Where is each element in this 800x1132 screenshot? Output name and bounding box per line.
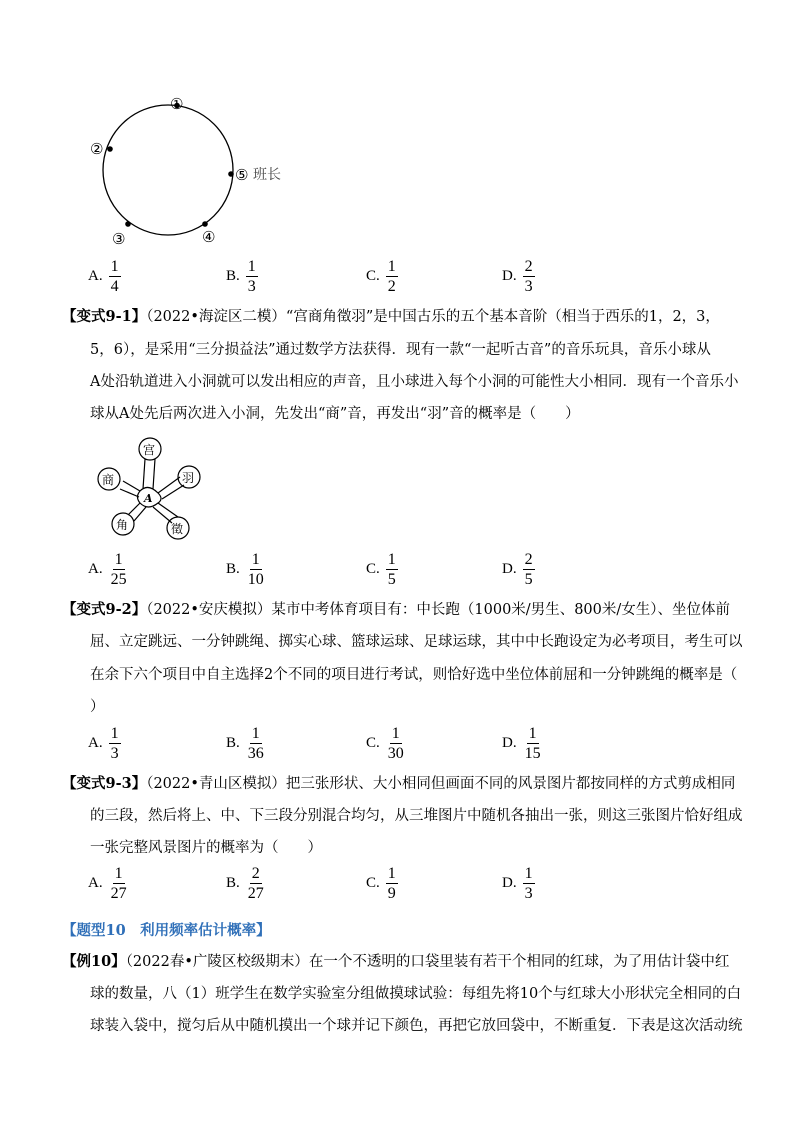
- q1-option-b[interactable]: B. $\frac{1}{3}$: [226, 258, 256, 295]
- fraction: $\frac{1}{2}$: [387, 258, 396, 295]
- v92-line-4: ）: [90, 699, 105, 715]
- fraction: $\frac{1}{3}$: [524, 865, 533, 902]
- v92-option-a[interactable]: A. $\frac{1}{3}$: [88, 725, 119, 762]
- v91-line-4: 球从A处先后两次进入小洞，先发出“商”音，再发出“羽”音的概率是（ ）: [90, 406, 580, 422]
- v93-tag: 【变式9-3】: [62, 775, 147, 792]
- v93-line-1: 【变式9-3】（2022•青山区模拟）把三张形状、大小相同但画面不同的风景图片都按同样的方式剪成相同: [62, 775, 736, 792]
- v91-option-a[interactable]: A. $\frac{1}{25}$: [88, 551, 127, 588]
- v92-option-b[interactable]: B. $\frac{1}{36}$: [226, 725, 264, 762]
- seat-label-3: ③: [112, 230, 126, 248]
- q1-option-c[interactable]: C. $\frac{1}{2}$: [366, 258, 396, 295]
- fraction: $\frac{1}{36}$: [247, 725, 264, 762]
- ex10-line-3: 球装入袋中，搅匀后从中随机摸出一个球并记下颜色，再把它放回袋中，不断重复．下表是这次活动统: [90, 1018, 743, 1034]
- hole-shang: 商: [102, 473, 115, 487]
- fraction: $\frac{1}{4}$: [110, 258, 119, 295]
- v92-option-c[interactable]: C. $\frac{1}{30}$: [366, 725, 404, 762]
- v91-option-c[interactable]: C. $\frac{1}{5}$: [366, 551, 396, 588]
- v91-line-2: 5，6），是采用“三分损益法”通过数学方法获得．现有一款“一起听古音”的音乐玩具，音乐小球从: [90, 342, 711, 358]
- fraction: $\frac{1}{30}$: [387, 725, 404, 762]
- v93-option-d[interactable]: D. $\frac{1}{3}$: [502, 865, 533, 902]
- seat-label-2: ②: [90, 140, 104, 158]
- v92-tag: 【变式9-2】: [62, 601, 147, 618]
- v91-option-d[interactable]: D. $\frac{2}{5}$: [502, 551, 533, 588]
- v93-option-a[interactable]: A. $\frac{1}{27}$: [88, 865, 127, 902]
- v92-option-d[interactable]: D. $\frac{1}{15}$: [502, 725, 541, 762]
- music-toy-figure: [90, 437, 220, 549]
- fraction: $\frac{1}{3}$: [247, 258, 256, 295]
- hole-jue: 角: [116, 518, 129, 532]
- fraction: $\frac{1}{27}$: [110, 865, 127, 902]
- hole-gong: 宫: [143, 443, 156, 457]
- hole-zhi: 徵: [171, 522, 184, 536]
- v91-line-1: 【变式9-1】（2022•海淀区二模）“宫商角徵羽”是中国古乐的五个基本音阶（相当于西乐的1，2，3，: [62, 308, 720, 325]
- monitor-label: 班长: [253, 167, 281, 183]
- v91-option-b[interactable]: B. $\frac{1}{10}$: [226, 551, 264, 588]
- ex10-tag: 【例10】: [62, 953, 126, 970]
- fraction: $\frac{2}{5}$: [524, 551, 533, 588]
- circle-seating-figure: [80, 88, 300, 248]
- fraction: $\frac{2}{27}$: [247, 865, 264, 902]
- fraction: $\frac{1}{3}$: [110, 725, 119, 762]
- q1-option-d[interactable]: D. $\frac{2}{3}$: [502, 258, 533, 295]
- v92-line-1: 【变式9-2】（2022•安庆模拟）某市中考体育项目有：中长跑（1000米/男生、800米/女生）、坐位体前: [62, 601, 731, 618]
- seat-point-3: [125, 221, 131, 227]
- v93-line-3: 一张完整风景图片的概率为（ ）: [90, 840, 322, 856]
- section-heading: 【题型10 利用频率估计概率】: [62, 922, 271, 939]
- v92-line-3: 在余下六个项目中自主选择2个不同的项目进行考试，则恰好选中坐位体前屈和一分钟跳绳的概率是（: [90, 667, 738, 683]
- seat-point-5: [228, 171, 234, 177]
- seating-circle: [103, 105, 233, 235]
- seat-label-1: ①: [170, 95, 184, 113]
- v93-option-c[interactable]: C. $\frac{1}{9}$: [366, 865, 396, 902]
- v92-line-2: 屈、立定跳远、一分钟跳绳、掷实心球、篮球运球、足球运球，其中中长跑设定为必考项目，考生可以: [90, 634, 743, 650]
- q1-option-a[interactable]: A. $\frac{1}{4}$: [88, 258, 119, 295]
- ex10-line-2: 球的数量，八（1）班学生在数学实验室分组做摸球试验：每组先将10个与红球大小形状完全相同的白: [90, 986, 742, 1002]
- ball-start-point: A: [144, 492, 153, 505]
- ex10-line-1: 【例10】（2022春•广陵区校级期末）在一个不透明的口袋里装有若干个相同的红球，为了用估计袋中红: [62, 953, 730, 970]
- fraction: $\frac{1}{10}$: [247, 551, 264, 588]
- seat-label-5: ⑤: [235, 166, 249, 184]
- fraction: $\frac{1}{5}$: [387, 551, 396, 588]
- v91-tag: 【变式9-1】: [62, 308, 147, 325]
- seat-label-4: ④: [202, 228, 216, 246]
- seat-point-2: [107, 146, 113, 152]
- fraction: $\frac{2}{3}$: [524, 258, 533, 295]
- fraction: $\frac{1}{15}$: [524, 725, 541, 762]
- fraction: $\frac{1}{25}$: [110, 551, 127, 588]
- fraction: $\frac{1}{9}$: [387, 865, 396, 902]
- v93-line-2: 的三段，然后将上、中、下三段分别混合均匀，从三堆图片中随机各抽出一张，则这三张图片恰好组成: [90, 808, 743, 824]
- hole-yu: 羽: [182, 471, 195, 485]
- v91-line-3: A处沿轨道进入小洞就可以发出相应的声音，且小球进入每个小洞的可能性大小相同．现有一个音乐小: [90, 374, 739, 390]
- v93-option-b[interactable]: B. $\frac{2}{27}$: [226, 865, 264, 902]
- seat-point-4: [202, 221, 208, 227]
